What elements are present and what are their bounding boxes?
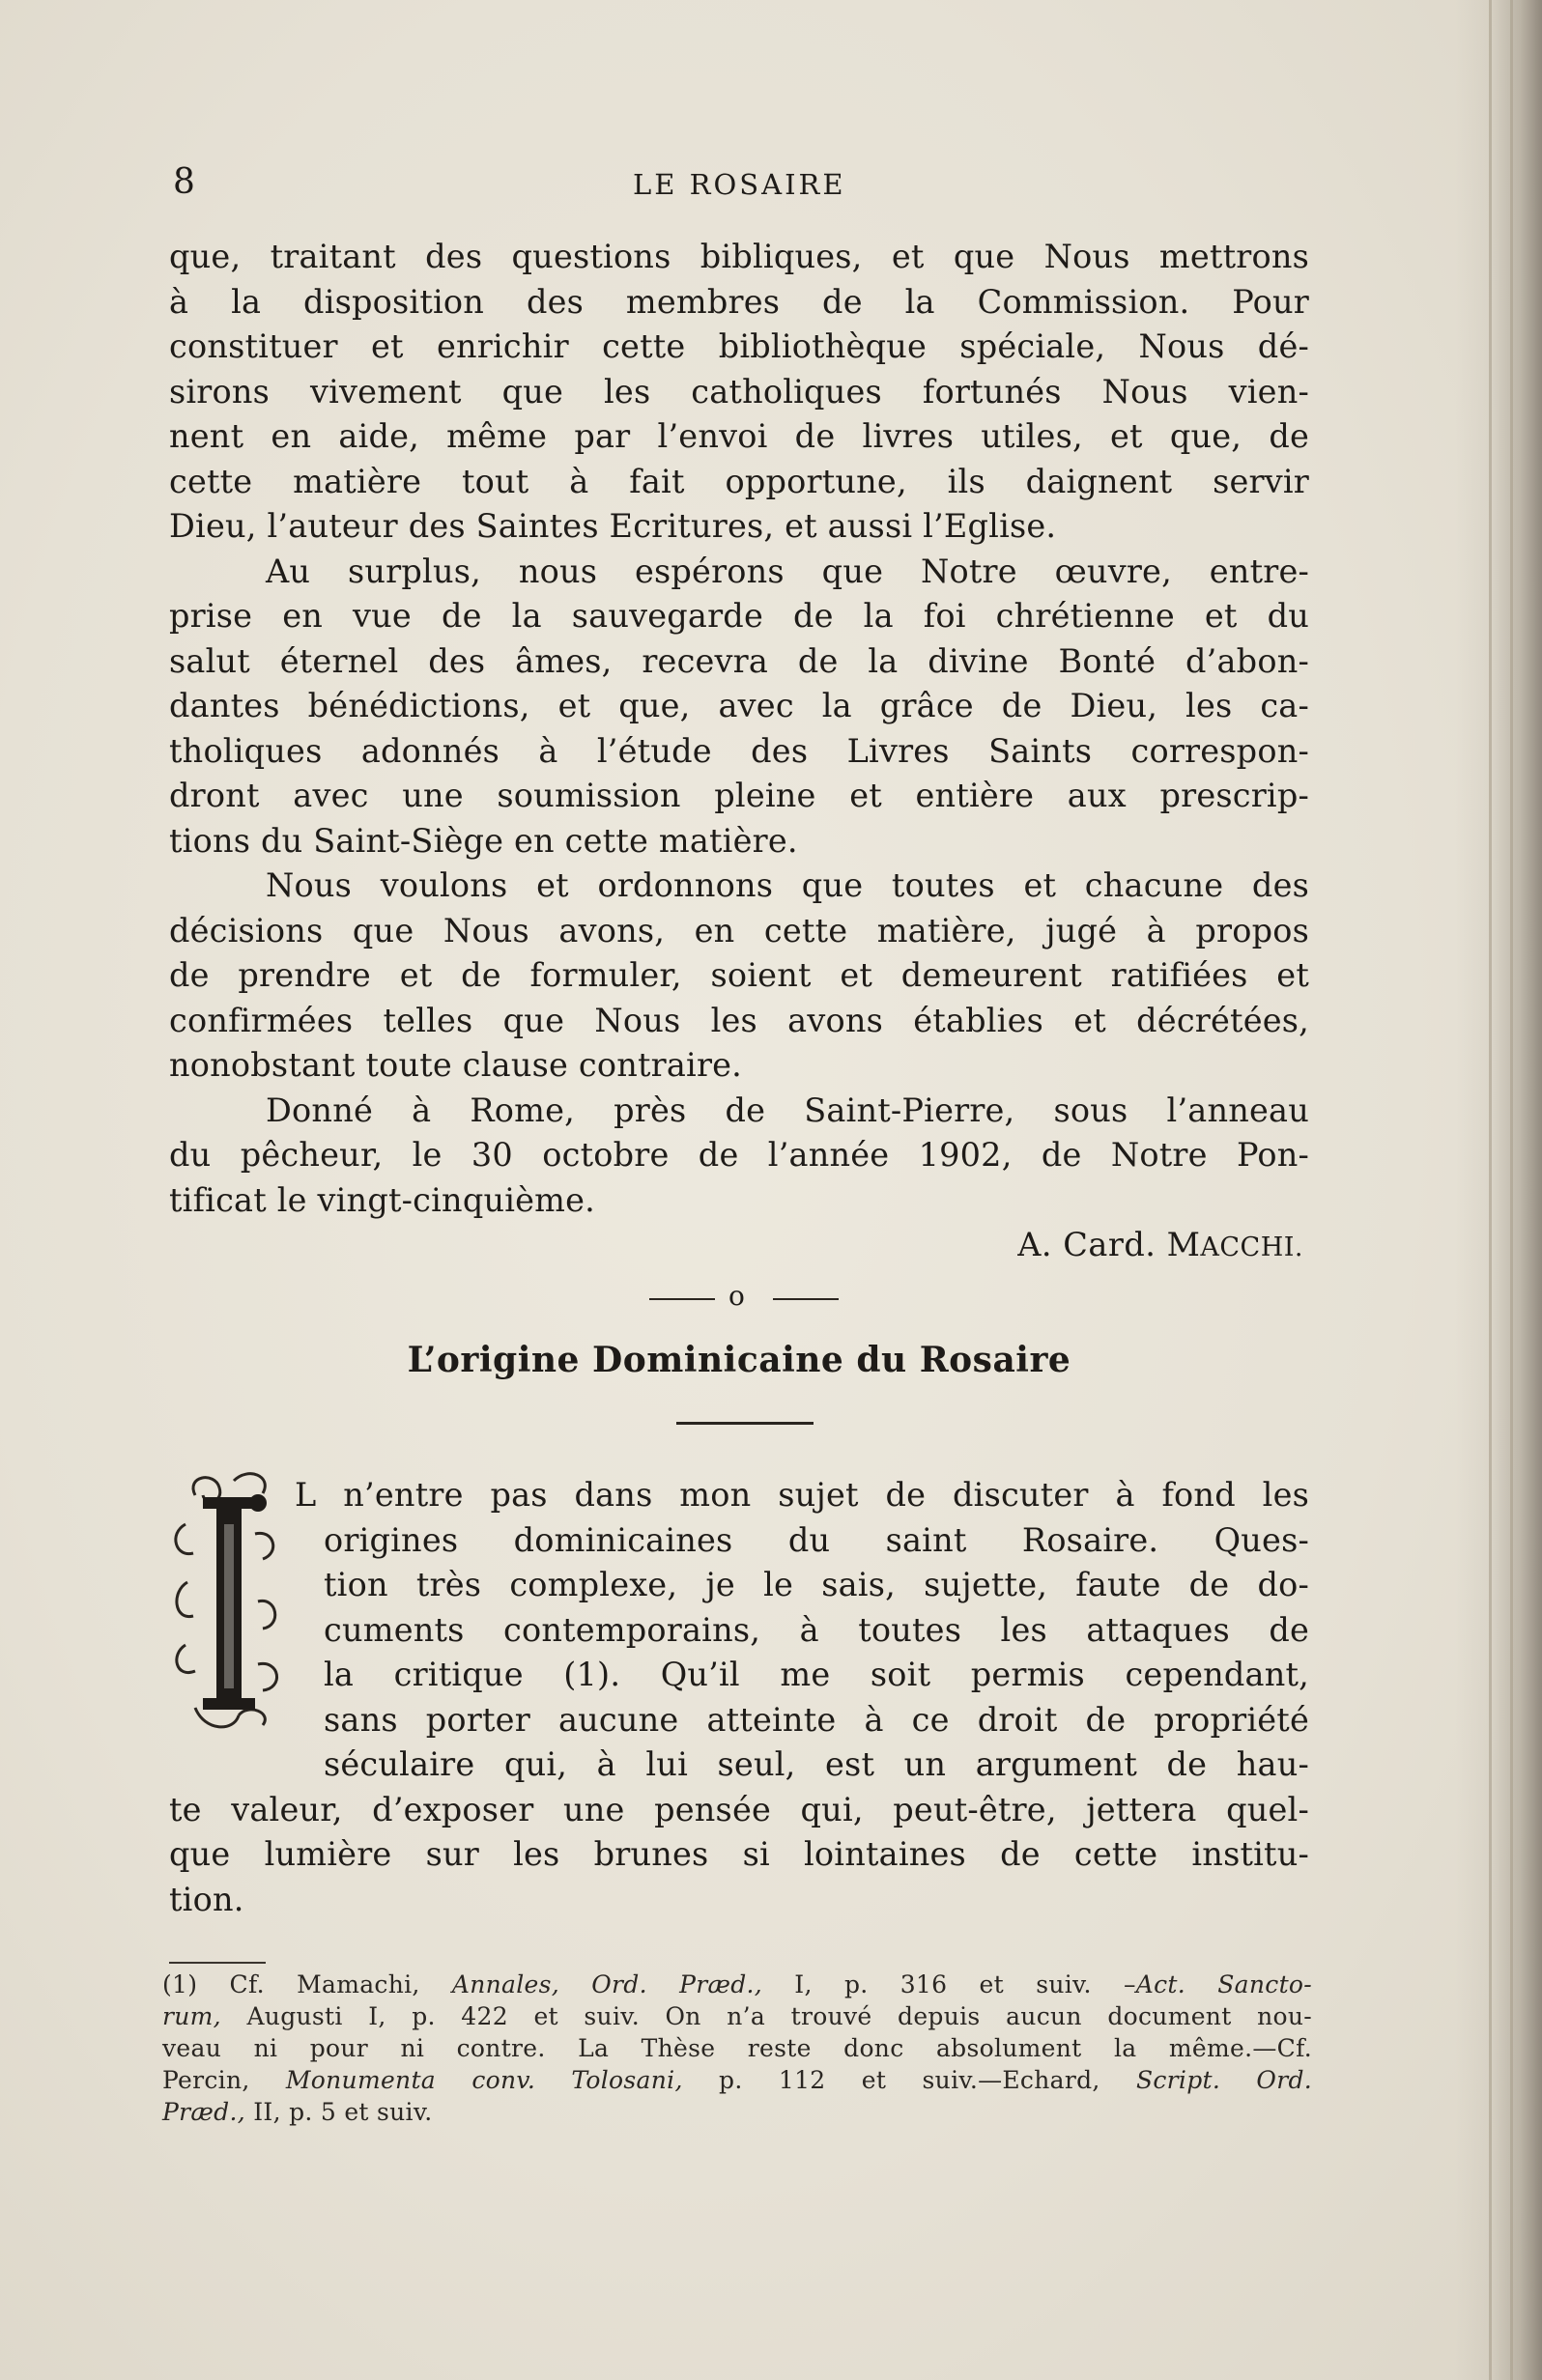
text-line: que, traitant des questions bibliques, et que Nous mettrons <box>169 238 1309 275</box>
page-number: 8 <box>173 162 195 202</box>
fn-text: II, p. 5 et suiv. <box>253 2098 433 2126</box>
text-line: décisions que Nous avons, en cette matière, jugé à propos <box>169 911 1309 949</box>
fn-italic: Monumenta conv. Tolosani, <box>285 2066 683 2094</box>
text-line: dront avec une soumission pleine et entière aux prescrip- <box>169 777 1309 814</box>
text-line: te valeur, d’exposer une pensée qui, peut-être, jettera quel- <box>169 1790 1309 1828</box>
fn-text: p. 112 et suiv.—Echard, <box>719 2066 1100 2094</box>
page-edge-line <box>1510 0 1513 2380</box>
text-line: Dieu, l’auteur des Saintes Ecritures, et aussi l’Eglise. <box>169 507 1057 545</box>
fn-italic: rum, <box>162 2002 221 2030</box>
fn-italic: Act. Sancto- <box>1135 1970 1313 1998</box>
text-line: Au surplus, nous espérons que Notre œuvre, entre- <box>266 552 1309 590</box>
footnote-rule <box>169 1962 266 1964</box>
text-line: sans porter aucune atteinte à ce droit de propriété <box>324 1700 1309 1739</box>
footnote-line: veau ni pour ni contre. La Thèse reste donc absolument la même.—Cf. <box>162 2034 1312 2062</box>
page-edge-line <box>1489 0 1492 2380</box>
text-line: origines dominicaines du saint Rosaire. Ques- <box>324 1520 1309 1559</box>
text-line: Donné à Rome, près de Saint-Pierre, sous l’anneau <box>266 1091 1309 1129</box>
footnote-line <box>162 2096 1312 2128</box>
signature <box>169 1223 1309 1268</box>
fn-italic: Annales, <box>451 1970 560 1998</box>
text-line: du pêcheur, le 30 octobre de l’année 1902, de Notre Pon- <box>169 1136 1309 1174</box>
text-line: la critique (1). Qu’il me soit permis cependant, <box>324 1656 1309 1693</box>
section-title: L’origine Dominicaine du Rosaire <box>407 1340 1071 1380</box>
text-line: à la disposition des membres de la Commission. Pour <box>169 282 1309 321</box>
fn-text: Augusti I, p. 422 et suiv. On n’a trouvé depuis aucun document nou- <box>246 2002 1313 2030</box>
page-edge-shadow <box>1455 0 1542 2380</box>
separator-mark: o <box>728 1280 745 1312</box>
separator-rule-left <box>649 1298 715 1300</box>
section-text <box>169 1473 1309 1922</box>
fn-text: (1) Cf. Mamachi, <box>162 1970 420 1998</box>
text-line: prise en vue de la sauvegarde de la foi chrétienne et du <box>169 597 1309 635</box>
footnote-line <box>162 1969 1312 2000</box>
fn-italic: Præd., <box>162 2098 245 2126</box>
text-line: tion. <box>169 1880 244 1918</box>
fn-italic: Ord. Præd., <box>591 1970 763 1998</box>
footnote-line <box>162 2064 1312 2096</box>
text-line: L n’entre pas dans mon sujet de discuter à fond les <box>295 1476 1309 1514</box>
text-line: nent en aide, même par l’envoi de livres utiles, et que, de <box>169 417 1309 455</box>
text-line: tion très complexe, je le sais, sujette, faute de do- <box>324 1566 1309 1603</box>
text-line: sirons vivement que les catholiques fortunés Nous vien- <box>169 372 1309 411</box>
text-line: que lumière sur les brunes si lointaines de cette institu- <box>169 1835 1309 1873</box>
text-line: tholiques adonnés à l’étude des Livres Saints correspon- <box>169 731 1309 770</box>
text-line: salut éternel des âmes, recevra de la divine Bonté d’abon- <box>169 641 1309 680</box>
text-line: cuments contemporains, à toutes les attaques de <box>324 1610 1309 1649</box>
signature-prefix: A. Card. M <box>1017 1226 1201 1263</box>
separator-rule-right <box>773 1298 839 1300</box>
text-line: Nous voulons et ordonnons que toutes et chacune des <box>266 866 1309 904</box>
text-line: tificat le vingt-cinquième. <box>169 1180 596 1219</box>
text-line: cette matière tout à fait opportune, ils daignent servir <box>169 462 1309 500</box>
running-head: LE ROSAIRE <box>633 168 846 201</box>
fn-text: Percin, <box>162 2066 250 2094</box>
text-line: tions du Saint-Siège en cette matière. <box>169 821 798 860</box>
page-header <box>169 162 1309 211</box>
text-line: nonobstant toute clause contraire. <box>169 1046 743 1084</box>
text-line: séculaire qui, à lui seul, est un argument de hau- <box>324 1745 1309 1783</box>
text-line: de prendre et de formuler, soient et demeurent ratifiées et <box>169 956 1309 994</box>
text-line: confirmées telles que Nous les avons établies et décrétées, <box>169 1001 1309 1039</box>
title-underline <box>676 1422 814 1425</box>
footnote-line <box>162 2000 1312 2032</box>
fn-text: I, p. 316 et suiv. – <box>794 1970 1136 1998</box>
signature-surname: ACCHI. <box>1200 1232 1303 1262</box>
section-separator <box>649 1280 839 1315</box>
fn-italic: Script. Ord. <box>1135 2066 1313 2094</box>
text-line: constituer et enrichir cette bibliothèque spéciale, Nous dé- <box>169 327 1309 365</box>
footnotes <box>162 1969 1312 2128</box>
text-line: dantes bénédictions, et que, avec la grâce de Dieu, les ca- <box>169 687 1309 724</box>
letter-text <box>169 235 1309 1268</box>
